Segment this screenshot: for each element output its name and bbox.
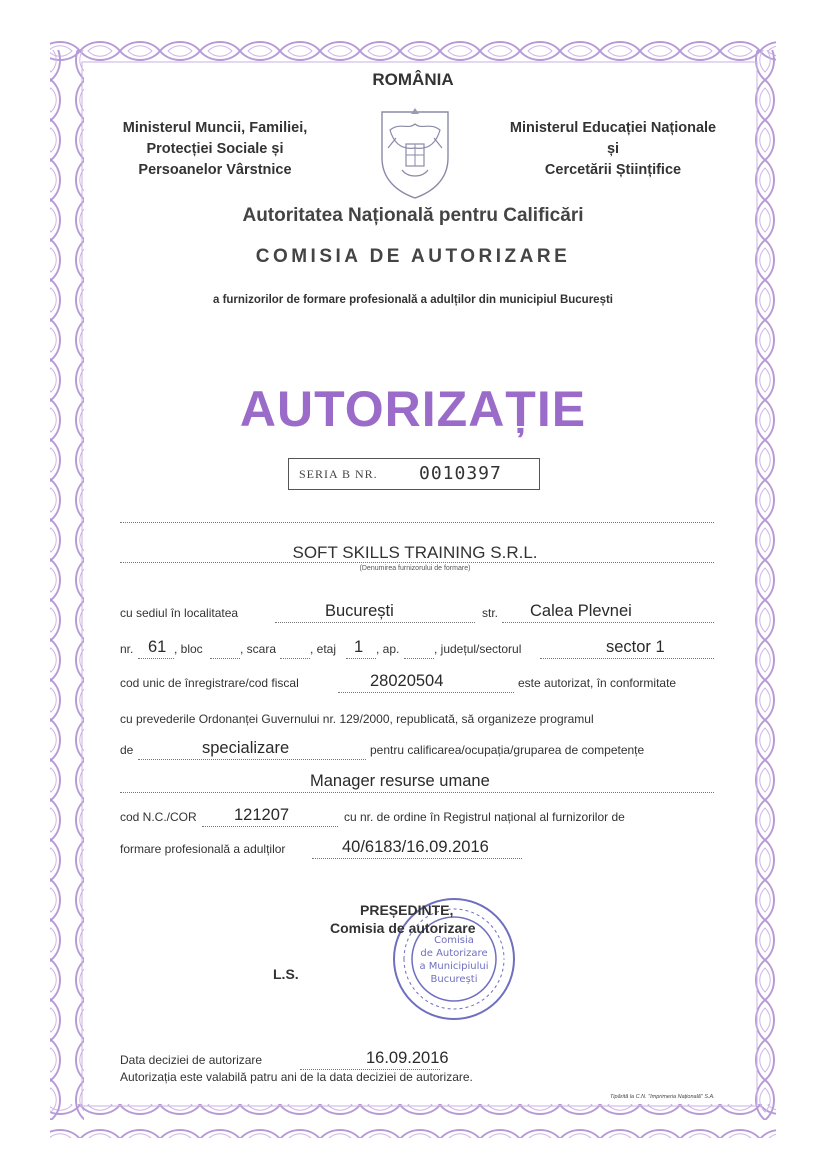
label-cor-code: cod N.C./COR (120, 810, 197, 824)
document-title: AUTORIZAȚIE (239, 381, 587, 437)
label-sector: , județul/sectorul (434, 642, 522, 656)
label-qualification: pentru calificarea/ocupația/gruparea de competențe (370, 743, 645, 757)
provider-name: SOFT SKILLS TRAINING S.R.L. (292, 543, 538, 562)
ministry-labor-line-3: Persoanelor Vârstnice (138, 162, 292, 178)
label-block: , bloc (174, 642, 203, 656)
signature-subtitle: Comisia de autorizare (330, 920, 476, 936)
stamp-line-4: București (430, 974, 478, 985)
serial-box (288, 458, 540, 490)
label-registry: cu nr. de ordine în Registrul național al furnizorilor de (344, 810, 625, 824)
label-registry-number: formare profesională a adulților (120, 842, 286, 856)
value-fiscal-code: 28020504 (370, 672, 444, 690)
provider-underline (120, 562, 714, 563)
value-number: 61 (148, 638, 167, 656)
value-sector: sector 1 (606, 638, 665, 656)
value-registry-number: 40/6183/16.09.2016 (342, 838, 489, 856)
label-street: str. (482, 606, 499, 620)
seal-location-label: L.S. (273, 966, 299, 982)
label-number: nr. (120, 642, 134, 656)
serial-label: SERIA B NR. (299, 467, 378, 481)
value-floor: 1 (354, 638, 364, 656)
form-line-8 (120, 838, 714, 856)
label-locality: cu sediul în localitatea (120, 606, 239, 620)
provider-caption: (Denumirea furnizorului de formare) (359, 565, 471, 572)
label-apartment: , ap. (376, 642, 400, 656)
validity-note: Autorizația este valabilă patru ani de la data deciziei de autorizare. (120, 1070, 473, 1084)
divider-line (120, 522, 714, 523)
ministry-education-line-2: și (606, 141, 620, 157)
commission-name: COMISIA DE AUTORIZARE (255, 246, 571, 267)
ministry-education (488, 118, 738, 181)
label-decision-date: Data deciziei de autorizare (120, 1053, 263, 1067)
form-line-1 (120, 602, 714, 620)
value-program-type: specializare (202, 739, 290, 757)
value-street: Calea Plevnei (530, 602, 632, 620)
coat-of-arms-icon (372, 100, 458, 200)
authority-name: Autoritatea Națională pentru Calificări (242, 205, 584, 226)
form-line-7 (120, 806, 714, 824)
ministry-labor-line-1: Ministerul Muncii, Familiei, (122, 120, 308, 136)
stamp-line-2: de Autorizare (420, 948, 488, 959)
ministry-education-line-1: Ministerul Educației Naționale (509, 120, 717, 136)
stamp-line-3: a Municipiului (419, 961, 489, 972)
value-occupation: Manager resurse umane (310, 772, 490, 790)
ministry-labor-line-2: Protecției Sociale și (146, 141, 284, 157)
label-program: de (120, 743, 134, 757)
decision-date-line (120, 1049, 449, 1067)
form-line-5 (120, 739, 714, 757)
value-decision-date: 16.09.2016 (366, 1049, 449, 1067)
country-heading: ROMÂNIA (372, 70, 454, 89)
printer-note: Tipărită la C.N. "Imprimeria Națională" S.A. (610, 1094, 715, 1100)
value-locality: București (325, 602, 394, 620)
form-line-3 (120, 672, 714, 690)
ministry-education-line-3: Cercetării Științifice (544, 162, 682, 178)
value-cor-code: 121207 (234, 806, 290, 824)
label-authorized: este autorizat, în conformitate (518, 676, 677, 690)
ministry-labor (95, 118, 335, 181)
signature-title: PREȘEDINTE, (360, 902, 454, 918)
serial-number: 0010397 (419, 463, 502, 484)
commission-subtitle: a furnizorilor de formare profesională a adulților din municipiul București (212, 294, 613, 306)
label-staircase: , scara (240, 642, 277, 656)
label-fiscal-code: cod unic de înregistrare/cod fiscal (120, 676, 299, 690)
form-line-4: cu prevederile Ordonanței Guvernului nr. 129/2000, republicată, să organizeze programul (120, 712, 594, 726)
label-floor: , etaj (310, 642, 337, 656)
form-line-2 (120, 638, 714, 656)
stamp-line-1: Comisia (434, 935, 474, 946)
